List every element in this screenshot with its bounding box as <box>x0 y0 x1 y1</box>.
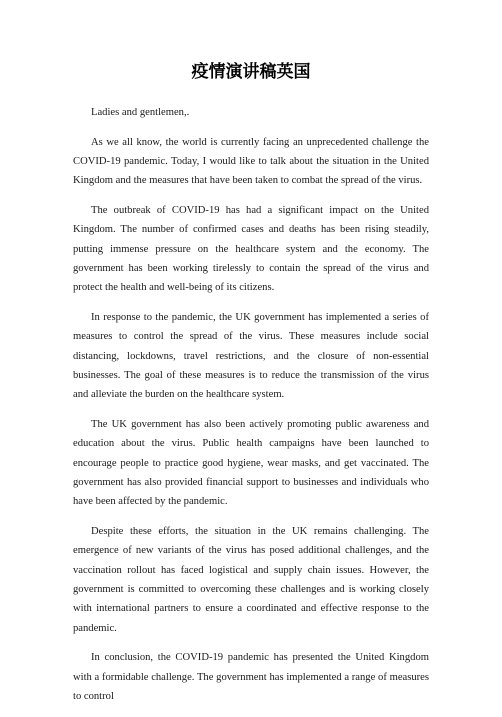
paragraph-awareness: The UK government has also been actively promoting public awareness and education about the virus. Public health campaigns have been launched to encourage people to practice good hygiene, wear masks, and get vaccinated. The government has also provided financial support to businesses and individuals who have been affected by the pandemic. <box>73 419 429 508</box>
document-body <box>73 103 429 717</box>
paragraph-measures: In response to the pandemic, the UK government has implemented a series of measures to control the spread of the virus. These measures include social distancing, lockdowns, travel restrictions, and the closure of non-essential businesses. The goal of these measures is to reduce the transmission of the virus and alleviate the burden on the healthcare system. <box>73 312 429 401</box>
document-title: 疫情演讲稿英国 <box>191 62 311 82</box>
paragraph-greeting: Ladies and gentlemen,. <box>91 107 190 118</box>
paragraph-intro: As we all know, the world is currently facing an unprecedented challenge the COVID-19 pandemic. Today, I would like to talk about the situation in the United Kingdom and the measures that have been taken to combat the spread of the virus. <box>73 136 429 187</box>
paragraph-impact: The outbreak of COVID-19 has had a significant impact on the United Kingdom. The number of confirmed cases and deaths has been rising steadily, putting immense pressure on the healthcare system and the economy. The government has been working tirelessly to contain the spread of the virus and protect the health and well-being of its citizens. <box>73 205 429 294</box>
paragraph-conclusion: In conclusion, the COVID-19 pandemic has presented the United Kingdom with a formidable challenge. The government has implemented a range of measures to control <box>73 652 429 703</box>
paragraph-challenges: Despite these efforts, the situation in the UK remains challenging. The emergence of new variants of the virus has posed additional challenges, and the vaccination rollout has faced logistical and supply chain issues. However, the government is committed to overcoming these challenges and is working closely with international partners to ensure a coordinated and effective response to the pandemic. <box>73 526 429 634</box>
